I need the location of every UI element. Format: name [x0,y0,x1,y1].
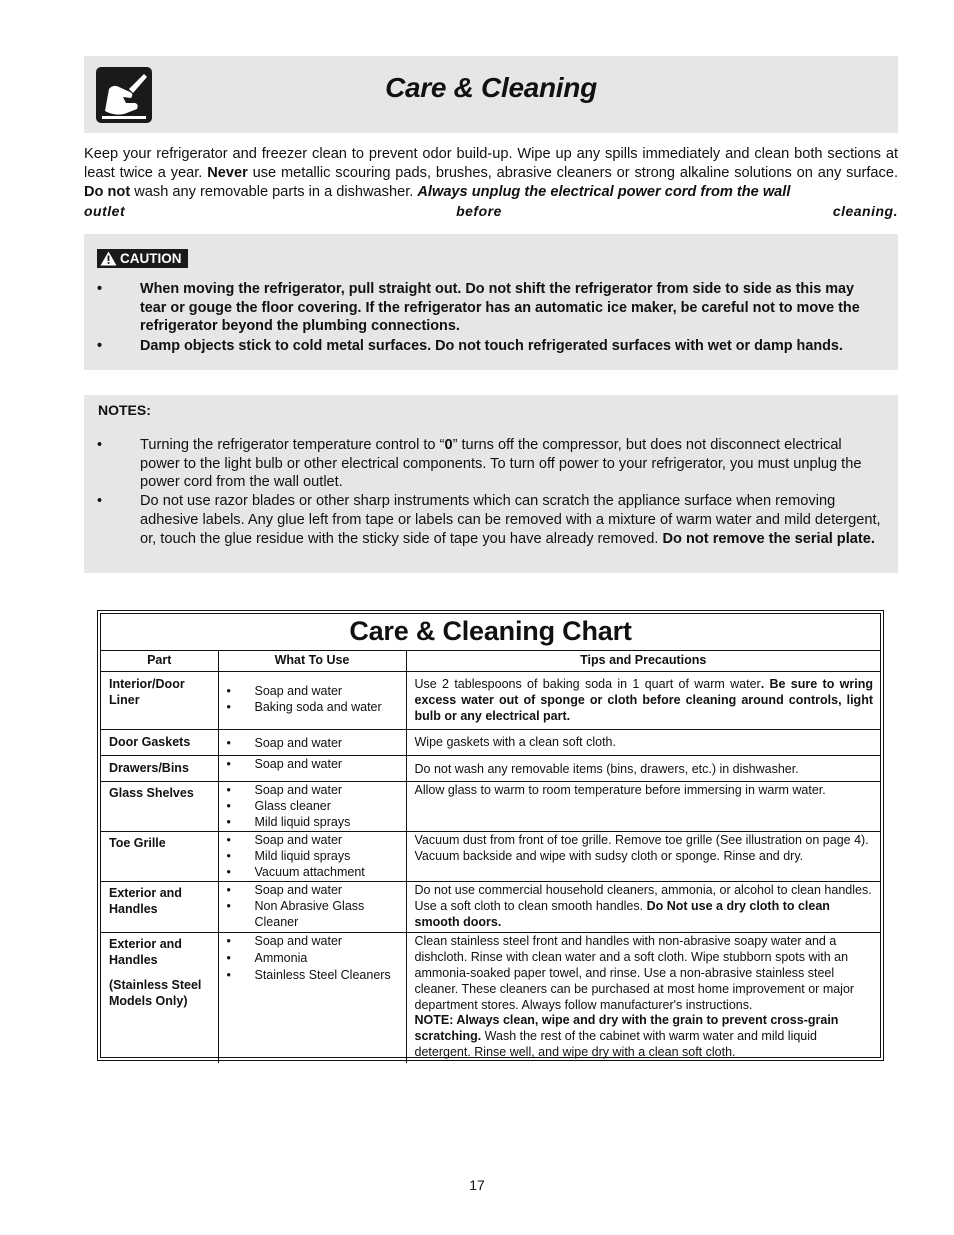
notes-list [97,436,884,548]
part-cell: Drawers/Bins [101,756,218,782]
list-item: • Soap and water [226,934,343,949]
part-name: Exterior and Handles [109,937,182,968]
tips-text: Clean stainless steel front and handles with non-abrasive soapy water and a dishcloth. Rinse with clean water and a soft cloth. Wipe stubborn spots with an ammonia-soaked paper towel, and rinse. Use a non-abrasive stainless steel cleaner. These cleaners can be purchased at most home improvement or major department stores. Always follow manufacturer's instructions. [414,934,855,1012]
cleaning-chart [97,610,884,1061]
list-item: • Mild liquid sprays [226,848,351,863]
use-item: Soap and water [254,833,343,847]
intro-last-line [84,202,898,221]
intro-text-3: wash any removable parts in a dishwasher. [130,184,418,200]
part-note: (Stainless Steel Models Only) [109,977,202,1008]
tips-cell: Wipe gaskets with a clean soft cloth. [406,730,880,756]
use-cell [218,832,406,882]
caution-item-2: Damp objects stick to cold metal surfaces. Do not touch refrigerated surfaces with wet or damp hands. [140,337,843,354]
intro-word-outlet: outlet [84,203,126,219]
use-item: Vacuum attachment [254,864,365,879]
list-item: • Baking soda and water [226,699,382,714]
tips-cell: Vacuum dust from front of toe grille. Remove toe grille (See illustration on page 4). Vacuum backside and wipe with sudsy cloth or sponge. Rinse and dry. [406,832,880,882]
use-cell [218,933,406,1063]
caution-box [84,234,898,370]
warning-triangle-icon [100,251,117,266]
col-header-use: What To Use [218,651,406,672]
use-item: Non Abrasive Glass Cleaner [254,898,365,929]
intro-do-not: Do not [84,184,131,200]
intro-warning: Always unplug the electrical power cord from the wall [417,184,791,200]
list-item: • Damp objects stick to cold metal surfaces. Do not touch refrigerated surfaces with wet or damp hands. [97,337,843,354]
list-item: • Soap and water [226,783,343,797]
part-cell: Interior/Door Liner [101,672,218,730]
part-cell: Door Gaskets [101,730,218,756]
use-item: Soap and water [254,883,343,897]
page-number: 17 [469,1177,485,1193]
list-item: • Turning the refrigerator temperature control to “0” turns off the compressor, but does not disconnect electrical power to the light bulb or other electrical components. To turn off power to your refrigerator, you must unplug the power cord from the wall outlet. [97,437,862,491]
notes-box [84,395,898,573]
use-item: Mild liquid sprays [254,814,351,829]
intro-paragraph [84,145,898,221]
tips-cell [406,672,880,730]
table-row [101,672,880,730]
use-cell [218,756,406,782]
intro-word-cleaning: cleaning. [832,203,898,219]
caution-item-1: When moving the refrigerator, pull straight out. Do not shift the refrigerator from side to side as this may tear or gouge the floor covering. If the refrigerator has an automatic ice maker, be careful not to move the refrigerator beyond the plumbing connections. [140,281,860,334]
tips-cell: Do not wash any removable items (bins, drawers, etc.) in dishwasher. [406,756,880,782]
use-cell [218,882,406,933]
list-item: • Soap and water [226,883,343,897]
note-1-zero: 0 [444,437,453,453]
table-row [101,882,880,933]
use-cell [218,782,406,832]
tips-bold: Do Not use a dry cloth to clean smooth doors. [414,898,830,929]
intro-text-2: use metallic scouring pads, brushes, abrasive cleaners or strong alkaline solutions on any surface. [247,165,898,181]
use-cell [218,730,406,756]
list-item: • Stainless Steel Cleaners [226,967,391,982]
part-cell: Exterior and Handles [101,882,218,933]
use-item: Stainless Steel Cleaners [254,967,391,982]
tips-cell [406,933,880,1063]
chart-title: Care & Cleaning Chart [349,616,632,646]
list-item: • Mild liquid sprays [226,814,351,829]
list-item: • Soap and water [226,736,343,750]
list-item: • When moving the refrigerator, pull straight out. Do not shift the refrigerator from side to side as this may tear or gouge the floor covering. If the refrigerator has an automatic ice maker, be careful not to move the refrigerator beyond the plumbing connections. [97,281,860,334]
intro-word-before: before [456,203,502,219]
intro-text-1: Keep your refrigerator and freezer clean to prevent odor build-up. Wipe up any spills immediately and clean both sections at least twice a year. [84,146,898,181]
use-item: Soap and water [254,684,343,698]
list-item: • Soap and water [226,833,343,847]
header-band [84,56,898,133]
tips-bold: . Be sure to wring excess water out of sponge or cloth before cleaning around controls, light bulb or any electrical part. [414,677,873,723]
use-item: Soap and water [254,783,343,797]
use-item: Mild liquid sprays [254,848,351,863]
cleaning-chart-frame [100,613,881,1058]
table-header-row [101,651,880,672]
tips-bold: NOTE: Always clean, wipe and dry with the grain to prevent cross-grain scratching. [414,1013,839,1044]
part-cell: Glass Shelves [101,782,218,832]
use-cell [218,672,406,730]
tips-text: Use 2 tablespoons of baking soda in 1 quart of warm water [414,677,761,691]
tips-cell: Allow glass to warm to room temperature before immersing in warm water. [406,782,880,832]
part-cell [101,933,218,1063]
caution-list [97,280,884,356]
col-header-tips: Tips and Precautions [406,651,880,672]
table-row [101,782,880,832]
use-item: Baking soda and water [254,699,382,714]
use-item: Soap and water [254,736,343,750]
use-item: Soap and water [254,757,343,771]
table-row [101,756,880,782]
note-2-text: Do not use razor blades or other sharp instruments which can scratch the appliance surface when removing adhesive labels. Any glue left from tape or labels can be removed with a mixture of warm water and mild detergent, or, touch the glue residue with the sticky side of tape you have already removed. [140,493,881,547]
notes-heading: NOTES: [98,402,151,418]
part-cell: Toe Grille [101,832,218,882]
page-title: Care & Cleaning [385,72,597,103]
caution-badge [97,249,188,268]
list-item: • Ammonia [226,951,308,966]
tips-text: Wash the rest of the cabinet with warm water and mild liquid detergent. Rinse well, and wipe dry with a clean soft cloth. [414,1029,817,1059]
list-item: • Glass cleaner [226,798,331,813]
caution-label: CAUTION [120,251,182,266]
list-item: • Soap and water [226,684,343,698]
list-item: • Do not use razor blades or other sharp instruments which can scratch the appliance surface when removing adhesive labels. Any glue left from tape or labels can be removed with a mixture of warm water and mild detergent, or, touch the glue residue with the sticky side of tape you have already removed. Do not remove the serial plate. [97,493,881,547]
note-1-text-b: ” turns off the compressor, but does not disconnect electrical power to the light bulb or other electrical components. To turn off power to your refrigerator, you must unplug the power cord from the wall outlet. [140,437,862,491]
col-header-part: Part [101,651,218,672]
cleaning-table [101,650,880,1063]
table-row [101,832,880,882]
intro-never: Never [207,165,248,181]
table-row [101,933,880,1063]
tips-cell [406,882,880,933]
table-row [101,730,880,756]
note-1-text-a: Turning the refrigerator temperature control to “ [140,437,445,453]
tips-text: Do not use commercial household cleaners, ammonia, or alcohol to clean handles. Use a soft cloth to clean smooth handles. [414,883,872,913]
list-item: • Non Abrasive Glass Cleaner [226,898,365,929]
list-item: • Vacuum attachment [226,864,365,879]
use-item: Soap and water [254,934,343,949]
note-2-bold: Do not remove the serial plate. [662,530,875,547]
list-item: • Soap and water [226,757,343,771]
use-item: Glass cleaner [254,798,331,813]
use-item: Ammonia [254,951,308,966]
